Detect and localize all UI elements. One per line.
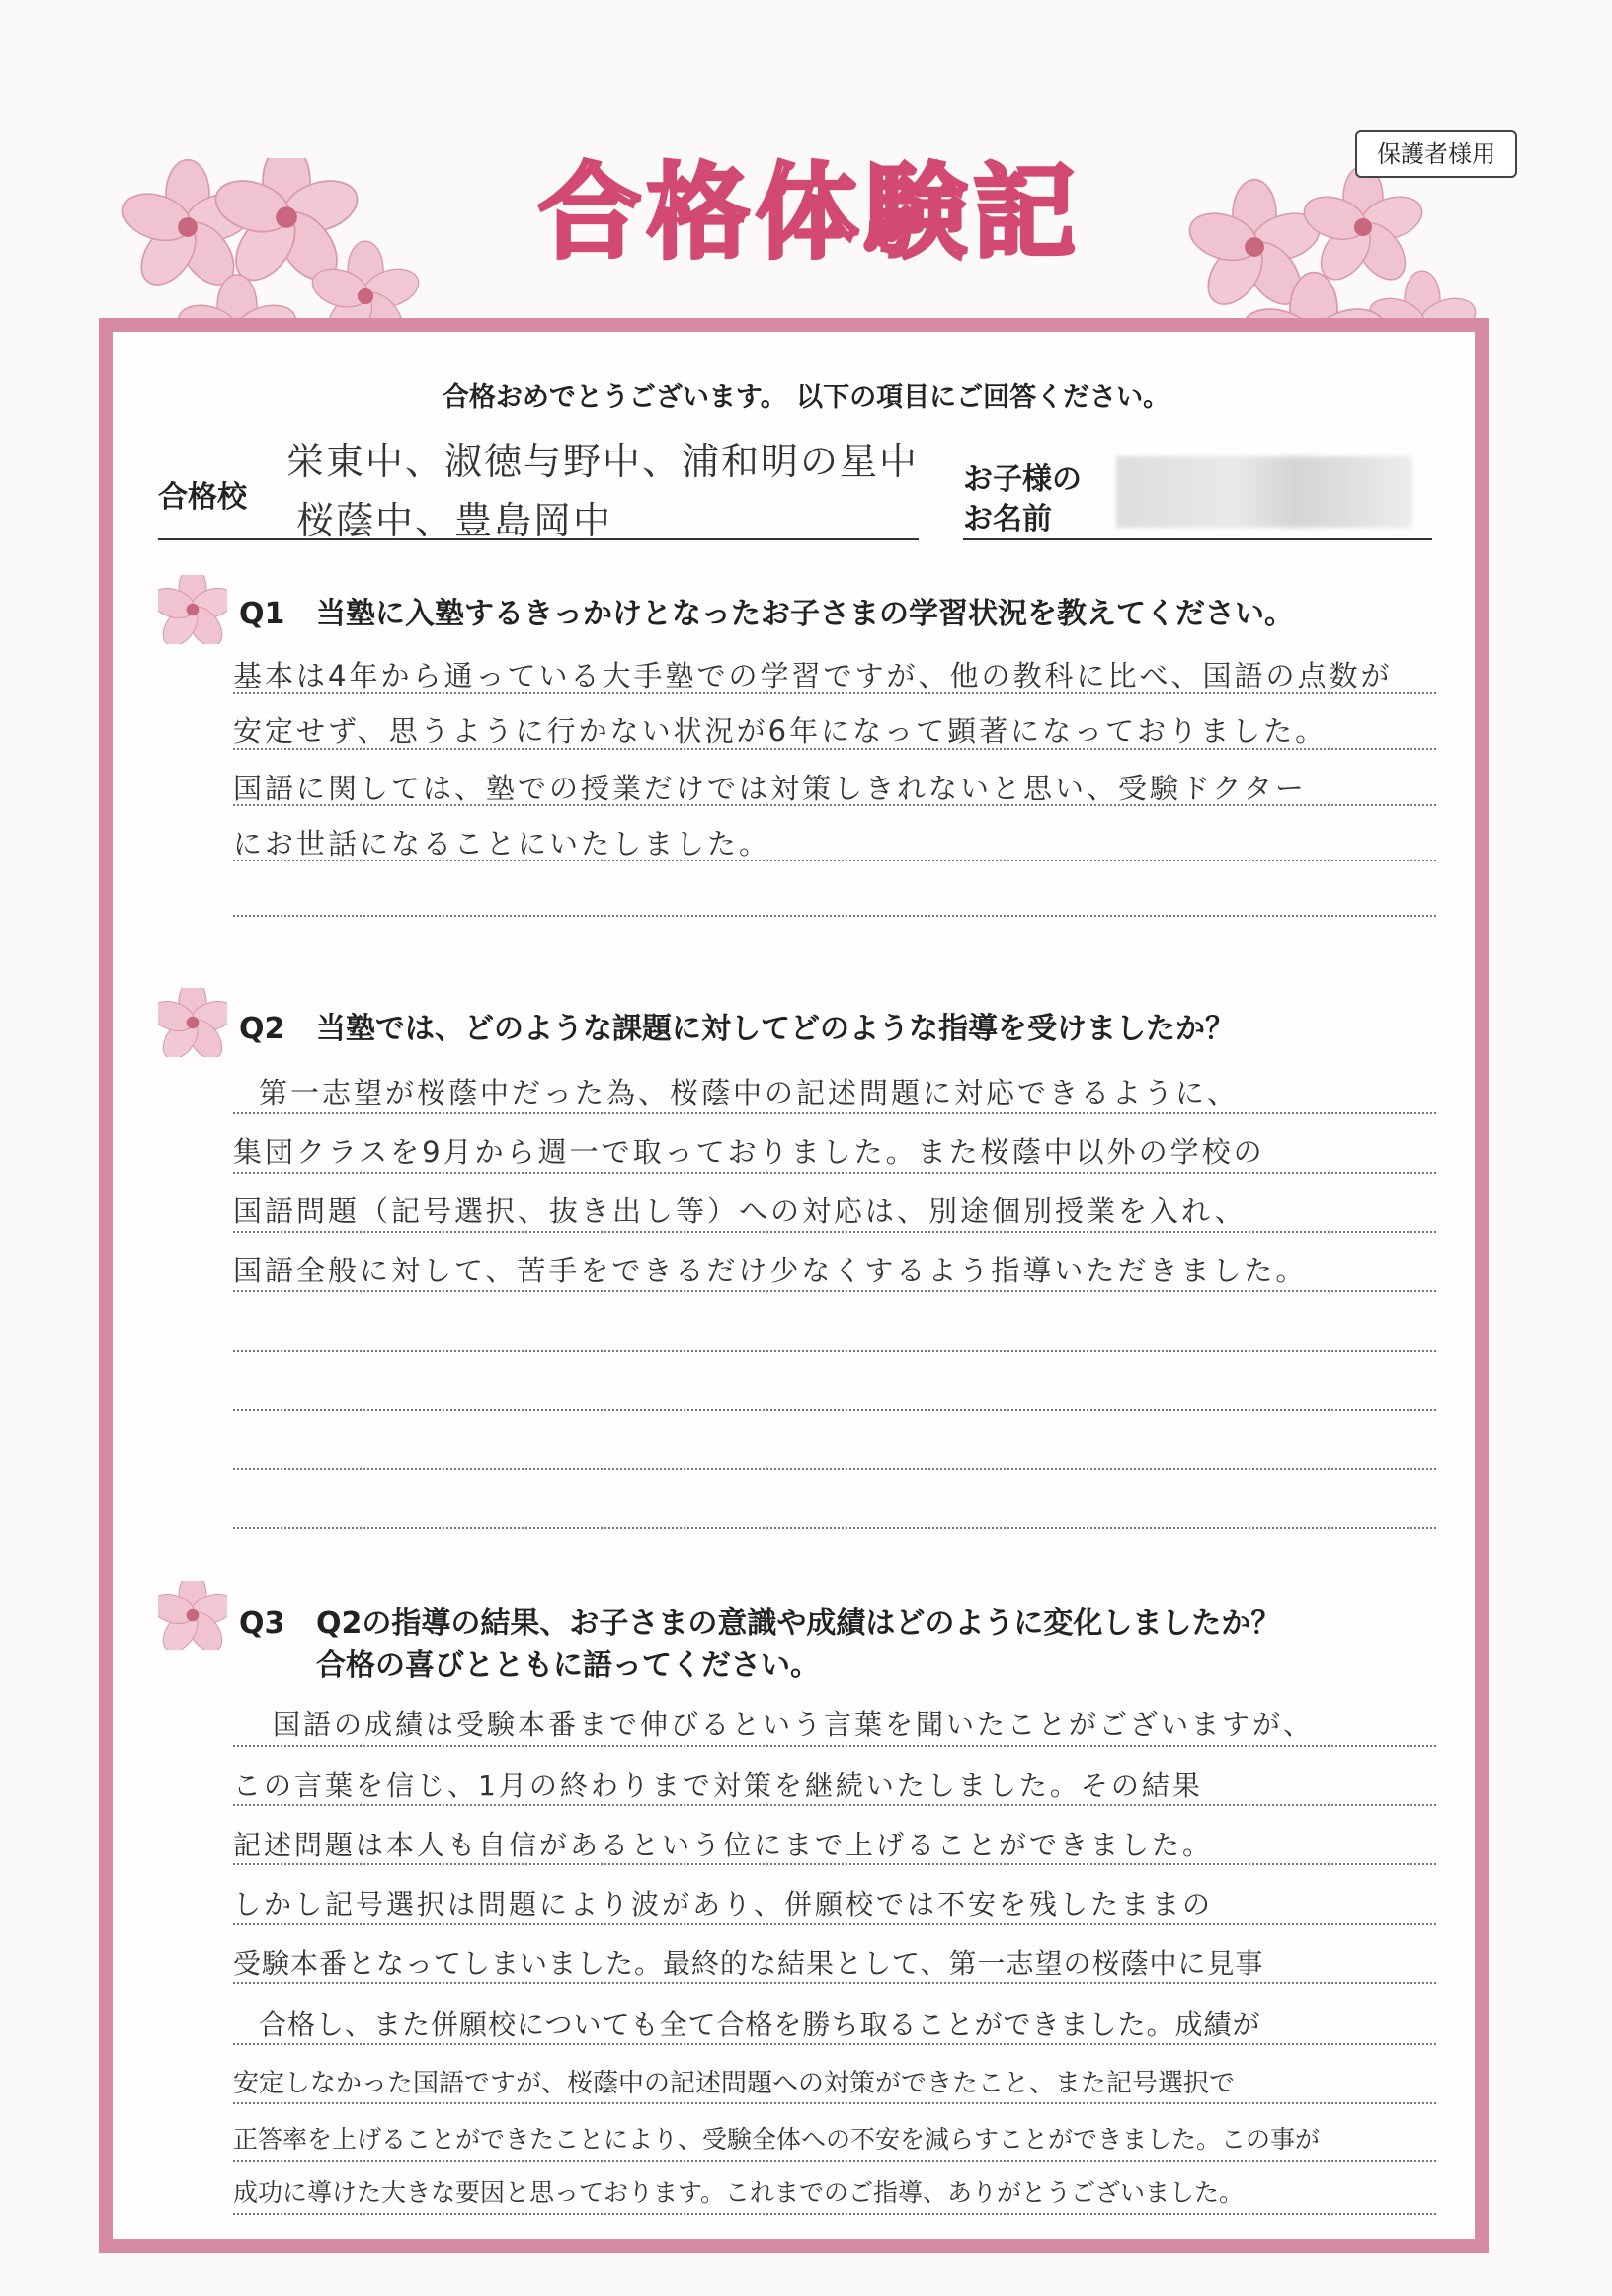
q2-question: 当塾では、どのような課題に対してどのような指導を受けましたか？	[316, 1012, 1235, 1046]
guardian-badge: 保護者様用	[1355, 130, 1517, 178]
ruled-line	[233, 1112, 1436, 1114]
school-label: 合格校	[158, 480, 247, 515]
q2-answer-line: 集団クラスを9月から週一で取っておりました。また桜蔭中以外の学校の	[233, 1135, 1265, 1169]
ruled-line	[233, 1863, 1436, 1865]
ruled-line	[233, 1350, 1436, 1352]
ruled-line	[233, 1527, 1436, 1529]
ruled-line	[233, 804, 1436, 806]
q1-question: 当塾に入塾するきっかけとなったお子さまの学習状況を教えてください。	[316, 597, 1294, 631]
q3-answer-line: 受験本番となってしまいました。最終的な結果として、第一志望の桜蔭中に見事	[233, 1947, 1264, 1980]
child-label-line2: お名前	[963, 502, 1052, 536]
q1-answer-line: 基本は4年から通っている大手塾での学習ですが、他の教科に比べ、国語の点数が	[233, 659, 1393, 693]
q2-heading	[239, 1004, 1235, 1047]
ruled-line	[233, 860, 1436, 861]
ruled-line	[233, 1409, 1436, 1411]
ruled-line	[233, 2160, 1436, 2162]
blossom-bullet-icon	[158, 1581, 227, 1650]
q2-answer-line: 第一志望が桜蔭中だった為、桜蔭中の記述問題に対応できるように、	[259, 1076, 1240, 1109]
q1-answer-line: にお世話になることにいたしました。	[233, 827, 771, 861]
q3-heading	[239, 1599, 1280, 1642]
ruled-line	[233, 692, 1436, 694]
school-value-line1: 栄東中、淑徳与野中、浦和明の星中	[286, 440, 920, 483]
q3-answer-line: 合格し、また併願校についても全て合格を勝ち取ることができました。成績が	[259, 2009, 1261, 2041]
ruled-line	[233, 2043, 1436, 2045]
blossom-bullet-icon	[158, 988, 227, 1057]
ruled-line	[233, 1231, 1436, 1233]
q3-answer-line: 安定しなかった国語ですが、桜蔭中の記述問題への対策ができたこと、また記号選択で	[233, 2069, 1236, 2098]
q3-answer-line: 国語の成績は受験本番まで伸びるという言葉を聞いたことがございますが、	[273, 1708, 1315, 1741]
q3-answer-line: 正答率を上げることができたことにより、受験全体への不安を減らすことができました。この事が	[233, 2125, 1321, 2154]
q3-question-line1: Q2の指導の結果、お子さまの意識や成績はどのように変化しましたか？	[316, 1606, 1281, 1641]
blossom-bullet-icon	[158, 575, 227, 644]
q1-heading	[239, 589, 1294, 632]
q2-answer-line: 国語全般に対して、苦手をできるだけ少なくするよう指導いただきました。	[233, 1254, 1308, 1287]
q3-answer-line: 成功に導けた大きな要因と思っております。これまでのご指導、ありがとうございました。	[233, 2178, 1245, 2207]
q3-number: Q3	[239, 1606, 285, 1641]
ruled-line	[233, 1172, 1436, 1174]
ruled-line	[233, 1982, 1436, 1984]
q3-answer-line: しかし記号選択は問題により波があり、併願校では不安を残したままの	[233, 1888, 1214, 1921]
q2-number: Q2	[239, 1012, 285, 1046]
ruled-line	[233, 1468, 1436, 1470]
page-title: 合格体験記	[537, 151, 1082, 273]
ruled-line	[233, 748, 1436, 750]
q3-answer-line: 記述問題は本人も自信があるという位にまで上げることができました。	[233, 1829, 1214, 1861]
ruled-line	[233, 2213, 1436, 2215]
q3-question-line2: 合格の喜びとともに語ってください。	[316, 1648, 820, 1682]
ruled-line	[233, 1745, 1436, 1747]
q2-answer-line: 国語問題（記号選択、抜き出し等）への対応は、別途個別授業を入れ、	[233, 1194, 1247, 1228]
q3-answer-line: この言葉を信じ、1月の終わりまで対策を継続いたしました。その結果	[233, 1769, 1203, 1802]
ruled-line	[233, 1923, 1436, 1925]
school-underline	[158, 538, 919, 540]
school-value-line2: 桜蔭中、豊島岡中	[296, 499, 613, 542]
q1-answer-line: 安定せず、思うように行かない状況が6年になって顕著になっておりました。	[233, 714, 1328, 748]
q1-number: Q1	[239, 597, 285, 631]
q1-answer-line: 国語に関しては、塾での授業だけでは対策しきれないと思い、受験ドクター	[233, 772, 1307, 805]
child-name-underline	[963, 538, 1432, 540]
child-label-line1: お子様の	[963, 462, 1082, 497]
ruled-line	[233, 915, 1436, 917]
ruled-line	[233, 1804, 1436, 1806]
ruled-line	[233, 2102, 1436, 2104]
child-name-redacted	[1116, 456, 1412, 528]
ruled-line	[233, 1290, 1436, 1292]
intro-text: 合格おめでとうございます。 以下の項目にご回答ください。	[442, 382, 1170, 413]
